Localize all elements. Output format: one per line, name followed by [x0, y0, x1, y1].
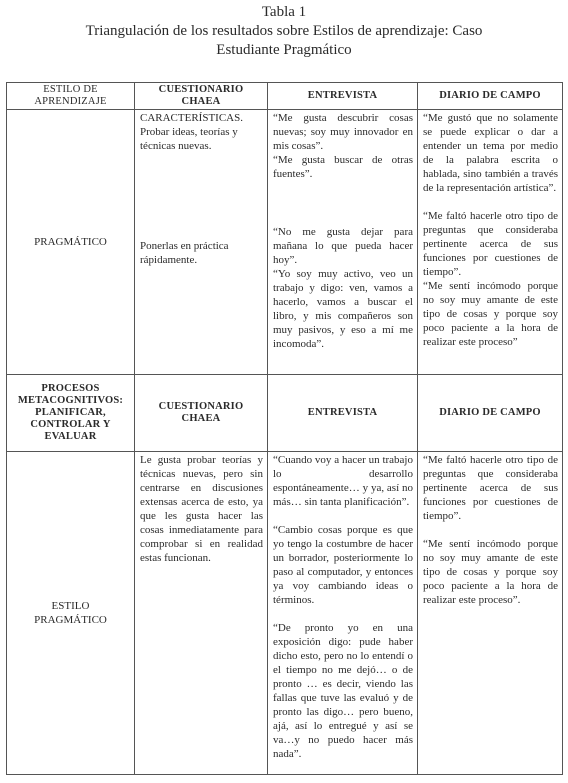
interview-quote-1: “Me gusta descubrir cosas nuevas; soy muy innovador en mis cosas”.	[273, 112, 413, 152]
row-label-pragmatic: PRAGMÁTICO	[7, 110, 135, 375]
interview-quote-6: “Cambio cosas porque es que yo tengo la costumbre de hacer un borrador, posteriormente lo paso al computador, y entonces ya voy cambiando ideas o términos.	[273, 524, 413, 606]
diary-entry-4: “Me faltó hacerle otro tipo de preguntas que consideraba pertinente acerca de sus funciones por cuestiones de tiempo”.	[423, 454, 558, 522]
chaea-characteristics-heading: CARACTERÍSTICAS.	[140, 112, 243, 124]
header-learning-style-line-2: APRENDIZAJE	[34, 96, 107, 107]
chaea-description: Le gusta probar teorías y técnicas nuevas, pero sin centrarse en discusiones extensas acerca de esto, ya que les gusta hacer las cosas inmediatamente para comprobar si en realidad estas funcionan.	[140, 454, 263, 564]
diary-entry-2: “Me faltó hacerle otro tipo de preguntas que consideraba pertinente acerca de sus funciones por cuestiones de tiempo”.	[423, 210, 558, 278]
header-learning-style	[7, 83, 135, 110]
header-metacognitive-line-5: EVALUAR	[44, 431, 97, 442]
header-metacognitive-line-4: CONTROLAR Y	[30, 419, 111, 430]
table-caption-line-2: Estudiante Pragmático	[216, 42, 352, 58]
row-label-pragmatic-style	[7, 452, 135, 775]
header-chaea-2-line-2: CHAEA	[181, 413, 221, 424]
header-metacognitive-line-2: METACOGNITIVOS:	[17, 395, 124, 406]
row-pragmatic	[7, 110, 563, 375]
cell-chaea-pragmatic	[135, 110, 268, 375]
table-caption-line-1: Triangulación de los resultados sobre Estilos de aprendizaje: Caso	[85, 23, 483, 39]
chaea-characteristic-2: Ponerlas en práctica rápidamente.	[140, 240, 229, 266]
row-pragmatic-style	[7, 452, 563, 775]
header-chaea-line-2: CHAEA	[181, 96, 221, 107]
cell-diary-pragmatic	[418, 110, 563, 375]
header-interview: ENTREVISTA	[268, 83, 418, 110]
cell-diary-pragmatic-style	[418, 452, 563, 775]
header-metacognitive-line-3: PLANIFICAR,	[35, 407, 106, 418]
row-label-line-2: PRAGMÁTICO	[34, 614, 107, 626]
interview-quote-2: “Me gusta buscar de otras fuentes”.	[273, 154, 413, 180]
cell-interview-pragmatic	[268, 110, 418, 375]
header-metacognitive-line-1: PROCESOS	[41, 383, 100, 394]
interview-quote-5: “Cuando voy a hacer un trabajo lo desarrollo espontáneamente… y ya, así no más… sin tanta planificación”.	[273, 454, 413, 508]
header-row-2	[7, 375, 563, 452]
row-label-line-1: ESTILO	[51, 600, 90, 612]
diary-entry-3: “Me sentí incómodo porque no soy muy amante de este tipo de cosas y porque soy poco paciente a la hora de realizar este proceso”	[423, 280, 558, 348]
header-field-diary-2: DIARIO DE CAMPO	[418, 375, 563, 452]
cell-interview-pragmatic-style	[268, 452, 418, 775]
header-interview-2: ENTREVISTA	[268, 375, 418, 452]
header-chaea-questionnaire-2	[135, 375, 268, 452]
interview-quote-4: “Yo soy muy activo, veo un trabajo y digo: ven, vamos a hacerlo, vamos a buscar el libro, y mis compañeros son muy pasivos, y eso a mí me incomoda”.	[273, 268, 413, 350]
header-learning-style-line-1: ESTILO DE	[43, 84, 98, 95]
diary-entry-5: “Me sentí incómodo porque no soy muy amante de este tipo de cosas y porque soy poco paciente a la hora de realizar este proceso”.	[423, 538, 558, 606]
diary-entry-1: “Me gustó que no solamente se puede explicar o dar a entender un tema por medio de la palabra escrita o hablada, sino también a través de la representación artística”.	[423, 112, 558, 194]
table-number: Tabla 1	[261, 4, 307, 20]
header-field-diary: DIARIO DE CAMPO	[418, 83, 563, 110]
triangulation-table	[6, 82, 563, 775]
cell-chaea-pragmatic-style	[135, 452, 268, 775]
interview-quote-7: “De pronto yo en una exposición digo: pude haber dicho esto, pero no lo entendí o el tiempo no me dejó… o de pronto … es decir, viendo las fallas que tuve las evaluó y de pronto las digo… pero bueno, ajá, así lo entregué y así se va…y no puedo hacer más nada”.	[273, 622, 413, 760]
header-chaea-questionnaire	[135, 83, 268, 110]
interview-quote-3: “No me gusta dejar para mañana lo que pueda hacer hoy”.	[273, 226, 413, 266]
header-row-1	[7, 83, 563, 110]
header-chaea-line-1: CUESTIONARIO	[158, 84, 244, 95]
chaea-characteristic-1: Probar ideas, teorías y técnicas nuevas.	[140, 126, 238, 152]
header-chaea-2-line-1: CUESTIONARIO	[158, 401, 244, 412]
header-metacognitive-processes	[7, 375, 135, 452]
